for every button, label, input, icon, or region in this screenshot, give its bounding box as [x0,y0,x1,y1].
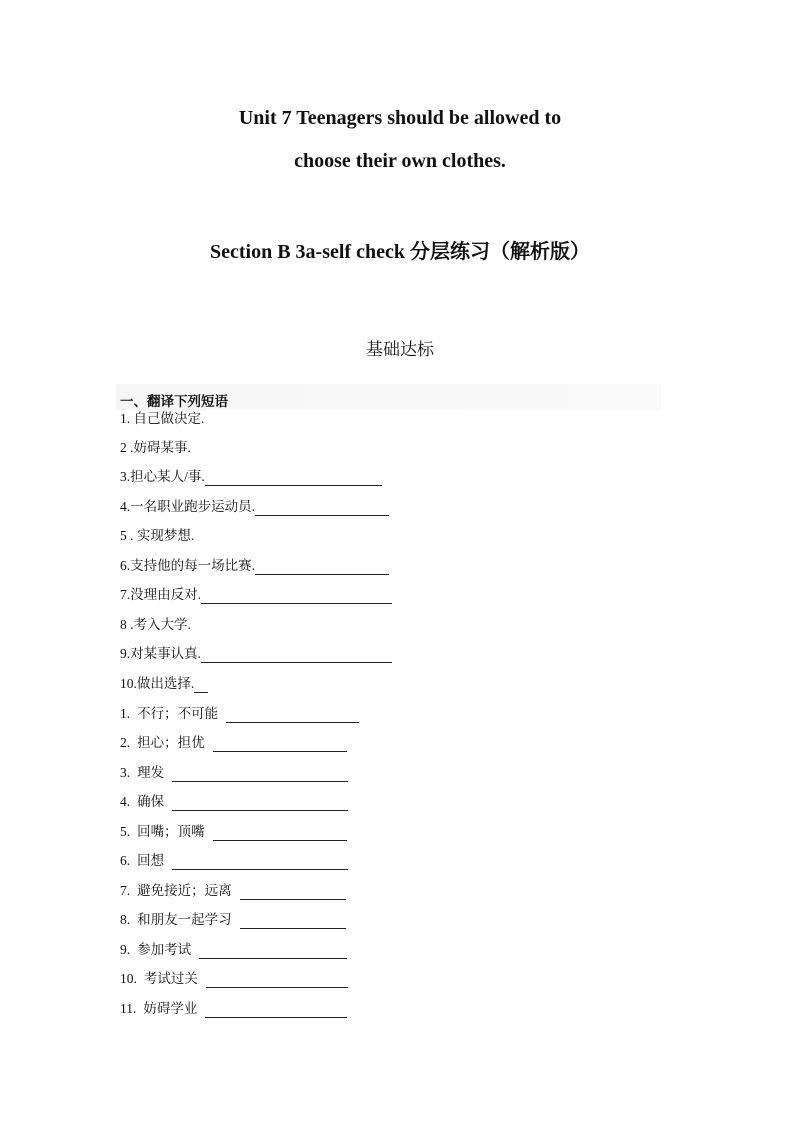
item-number: 9. [120,942,131,957]
item-number: 10. [120,971,137,986]
item-text: 和朋友一起学习 [137,912,232,927]
item-text: 2 .妨碍某事. [120,440,191,455]
item-number: 7. [120,883,131,898]
list-item [120,410,204,428]
answer-blank[interactable] [172,797,348,811]
item-text: 6.支持他的每一场比赛. [120,558,255,573]
item-text: 回嘴；顶嘴 [137,824,205,839]
answer-blank[interactable] [226,709,359,723]
list-item [120,911,346,929]
item-text: 5 . 实现梦想. [120,528,195,543]
item-number: 5. [120,824,131,839]
answer-blank[interactable] [240,915,346,929]
item-text: 避免接近；远离 [137,883,232,898]
list-item [120,882,346,900]
answer-blank[interactable] [201,649,392,663]
list-item [120,764,348,782]
section-label: 一、翻译下列短语 [120,394,228,410]
list-item [120,439,191,457]
list-item [120,793,348,811]
item-number: 1. [120,706,131,721]
item-text: 1. 自己做决定. [120,411,205,426]
answer-blank[interactable] [213,827,347,841]
list-item [120,705,359,723]
item-number: 4. [120,794,131,809]
item-number: 3. [120,765,131,780]
list-item [120,616,191,634]
item-number: 8. [120,912,131,927]
answer-blank[interactable] [255,561,389,575]
answer-blank[interactable] [199,945,347,959]
answer-blank[interactable] [206,974,348,988]
answer-blank[interactable] [205,472,382,486]
list-item [120,586,392,604]
section-heading: 基础达标 [366,340,434,360]
answer-blank[interactable] [194,679,208,693]
list-item [120,734,347,752]
title-line-1: Unit 7 Teenagers should be allowed to [238,107,562,129]
answer-blank[interactable] [201,590,392,604]
item-text: 理发 [137,765,165,780]
item-number: 11. [120,1001,137,1016]
list-item [120,1000,347,1018]
item-text: 不行；不可能 [137,706,219,721]
list-item [120,468,382,486]
item-text: 3.担心某人/事. [120,469,205,484]
list-item [120,675,208,693]
answer-blank[interactable] [255,502,389,516]
answer-blank[interactable] [213,738,347,752]
item-text: 10.做出选择. [120,676,195,691]
list-item [120,970,348,988]
item-text: 9.对某事认真. [120,646,201,661]
list-item [120,645,392,663]
list-item [120,852,348,870]
item-text: 考试过关 [143,971,198,986]
list-item [120,498,389,516]
list-item [120,941,347,959]
item-text: 8 .考入大学. [120,617,191,632]
item-number: 6. [120,853,131,868]
answer-blank[interactable] [240,886,346,900]
item-text: 担心；担优 [137,735,205,750]
list-item [120,557,389,575]
title-line-2: choose their own clothes. [294,150,506,172]
answer-blank[interactable] [172,768,348,782]
item-text: 妨碍学业 [143,1001,198,1016]
item-text: 确保 [137,794,165,809]
item-text: 7.没理由反对. [120,587,201,602]
answer-blank[interactable] [205,1004,347,1018]
list-item [120,823,347,841]
subtitle: Section B 3a-self check 分层练习（解析版） [210,241,590,263]
item-number: 2. [120,735,131,750]
item-text: 4.一名职业跑步运动员. [120,499,255,514]
list-item [120,527,194,545]
answer-blank[interactable] [172,856,348,870]
item-text: 回想 [137,853,165,868]
item-text: 参加考试 [137,942,192,957]
